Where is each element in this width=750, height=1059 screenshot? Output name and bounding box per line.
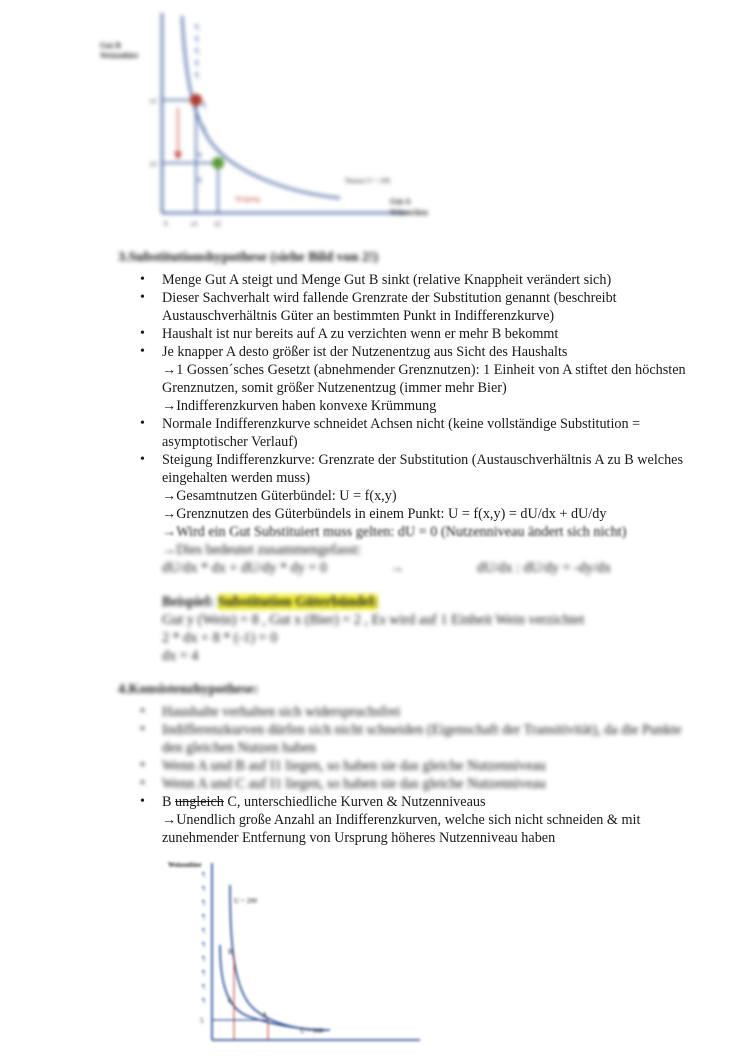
- fig1-x-label-1: Gut A: [390, 197, 411, 206]
- svg-text:¶: ¶: [202, 997, 206, 1005]
- fig2-curve-high-label: U = 200: [234, 897, 258, 905]
- fig1-curve-label: Nutzen U = 100: [345, 177, 390, 185]
- svg-text:¶: ¶: [195, 23, 199, 32]
- fig2-tick-b: B: [228, 948, 233, 956]
- section-4-bullet: • B ungleich C, unterschiedliche Kurven & Nutzenniveaus →Unendlich große Anzahl an Indifferenzkurven, welche sich nicht schneiden & mit zunehmender Entfernung von Ursprung höheres Nutzenniveau haben: [140, 793, 640, 847]
- section-3-bullet: • Menge Gut A steigt und Menge Gut B sinkt (relative Knappheit verändert sich): [140, 271, 686, 289]
- svg-text:¶: ¶: [202, 125, 206, 134]
- svg-text:¶: ¶: [198, 176, 202, 185]
- section-4-bullet: • Wenn A und B auf I1 liegen, so haben sie das gleiche Nutzenniveau: [140, 757, 681, 775]
- svg-text:¶: ¶: [195, 47, 199, 56]
- fig2-y-label: Weizenbier: [168, 861, 202, 869]
- indifference-curve-figure-1: [90, 8, 450, 240]
- svg-text:¶: ¶: [202, 899, 206, 907]
- svg-text:¶: ¶: [198, 151, 202, 160]
- section-3-bullet: • Steigung Indifferenzkurve: Grenzrate der Substitution (Austauschverhältnis A zu B welches eingehalten werden muss) →Gesamtnutzen Güterbündel: U = f(x,y) →Grenznutzen des Güterbündels in einem Punkt: U = f(x,y) = dU/dx + dU/dy →Wird ein Gut Substituiert muss gelten: dU = 0 (Nutzenniveau ändert sich nicht): [140, 451, 686, 541]
- fig2-curve-high: [230, 885, 330, 1030]
- svg-text:¶: ¶: [202, 983, 206, 991]
- svg-text:¶: ¶: [202, 955, 206, 963]
- section-4-heading: 4.Konsistenzhypothese:: [118, 682, 259, 697]
- fig2-tick-a: A: [262, 1011, 268, 1019]
- svg-text:¶: ¶: [202, 927, 206, 935]
- fig1-red-arrowhead: [174, 152, 182, 160]
- fig1-y-label-2: Weizenbier: [100, 51, 139, 60]
- section-3-heading: 3.Substitutionshypothese (siehe Bild von 2!): [118, 250, 379, 265]
- example-block: Beispiel: Substitution Güterbündel: Gut y (Wein) = 8 , Gut x (Bier) = 2 , Es wird auf 1 Einheit Wein verzichtet 2 * dx + 8 * (-1) = 0 dx = 4: [162, 594, 585, 664]
- formula-block: →Dies bedeutet zusammengefasst: dU/dx * dx + dU/dy * dy = 0 → dU/dx : dU/dy = -dy/dx: [162, 542, 612, 576]
- fig1-indifference-curve: [182, 16, 340, 198]
- section-4-bullet: • Wenn A und C auf I1 liegen, so haben sie das gleiche Nutzenniveau: [140, 775, 681, 793]
- svg-text:¶: ¶: [195, 59, 199, 68]
- section-4-bullet: • Haushalte verhalten sich widerspruchsfrei: [140, 703, 681, 721]
- section-3-bullet: • Dieser Sachverhalt wird fallende Grenzrate der Substitution genannt (beschreibt Austauschverhältnis Güter an bestimmten Punkt in Indifferenzkurve): [140, 289, 686, 325]
- svg-text:¶: ¶: [195, 71, 199, 80]
- fig1-y-tick-1: y1: [150, 97, 157, 105]
- svg-text:¶: ¶: [202, 101, 206, 110]
- fig2-pilcrow-column: [202, 871, 206, 1005]
- indifference-curve-figure-2: [150, 855, 440, 1050]
- section-3-bullet: • Haushalt ist nur bereits auf A zu verzichten wenn er mehr B bekommt: [140, 325, 686, 343]
- fig1-x-tick-2: x2: [214, 220, 221, 228]
- section-4-blurred-bullets: [140, 703, 681, 793]
- fig1-point-a: [190, 94, 202, 106]
- section-3-bullet: • Normale Indifferenzkurve schneidet Achsen nicht (keine vollständige Substitution = asymptotischer Verlauf): [140, 415, 686, 451]
- fig2-tick-c: C: [228, 997, 233, 1005]
- fig2-curve-low: [220, 945, 325, 1030]
- fig1-x-tick-1: x1: [191, 220, 198, 228]
- section-3-bullet-list: [140, 271, 686, 541]
- fig1-y-tick-2: y2: [150, 160, 157, 168]
- section-4-bullet: • Indifferenzkurven dürfen sich nicht schneiden (Eigenschaft der Transitivität), da die Punkte den gleichen Nutzen haben: [140, 721, 681, 757]
- fig1-y-label-1: Gut B: [100, 41, 121, 50]
- section-3-bullet: • Je knapper A desto größer ist der Nutzenentzug aus Sicht des Haushalts →1 Gossen´sches Gesetzt (abnehmender Grenznutzen): 1 Einheit von A stiftet den höchsten Grenznutzen, somit größer Nutzenentzug (immer mehr Bier) →Indifferenzkurven haben konvexe Krümmung: [140, 343, 686, 415]
- fig1-point-b: [212, 157, 224, 169]
- fig1-origin: 0: [164, 220, 168, 228]
- svg-text:¶: ¶: [202, 871, 206, 879]
- section-4-final-bullet: [140, 793, 640, 847]
- fig1-slope-label: Steigung: [235, 195, 260, 203]
- svg-text:¶: ¶: [202, 969, 206, 977]
- svg-text:¶: ¶: [202, 941, 206, 949]
- svg-text:¶: ¶: [195, 35, 199, 44]
- fig2-curve-low-label: U = 100: [300, 1027, 324, 1035]
- svg-text:¶: ¶: [202, 885, 206, 893]
- fig2-tick-5: 5: [200, 1017, 204, 1025]
- fig1-x-label-2: Würstchen: [390, 208, 428, 217]
- svg-text:¶: ¶: [202, 913, 206, 921]
